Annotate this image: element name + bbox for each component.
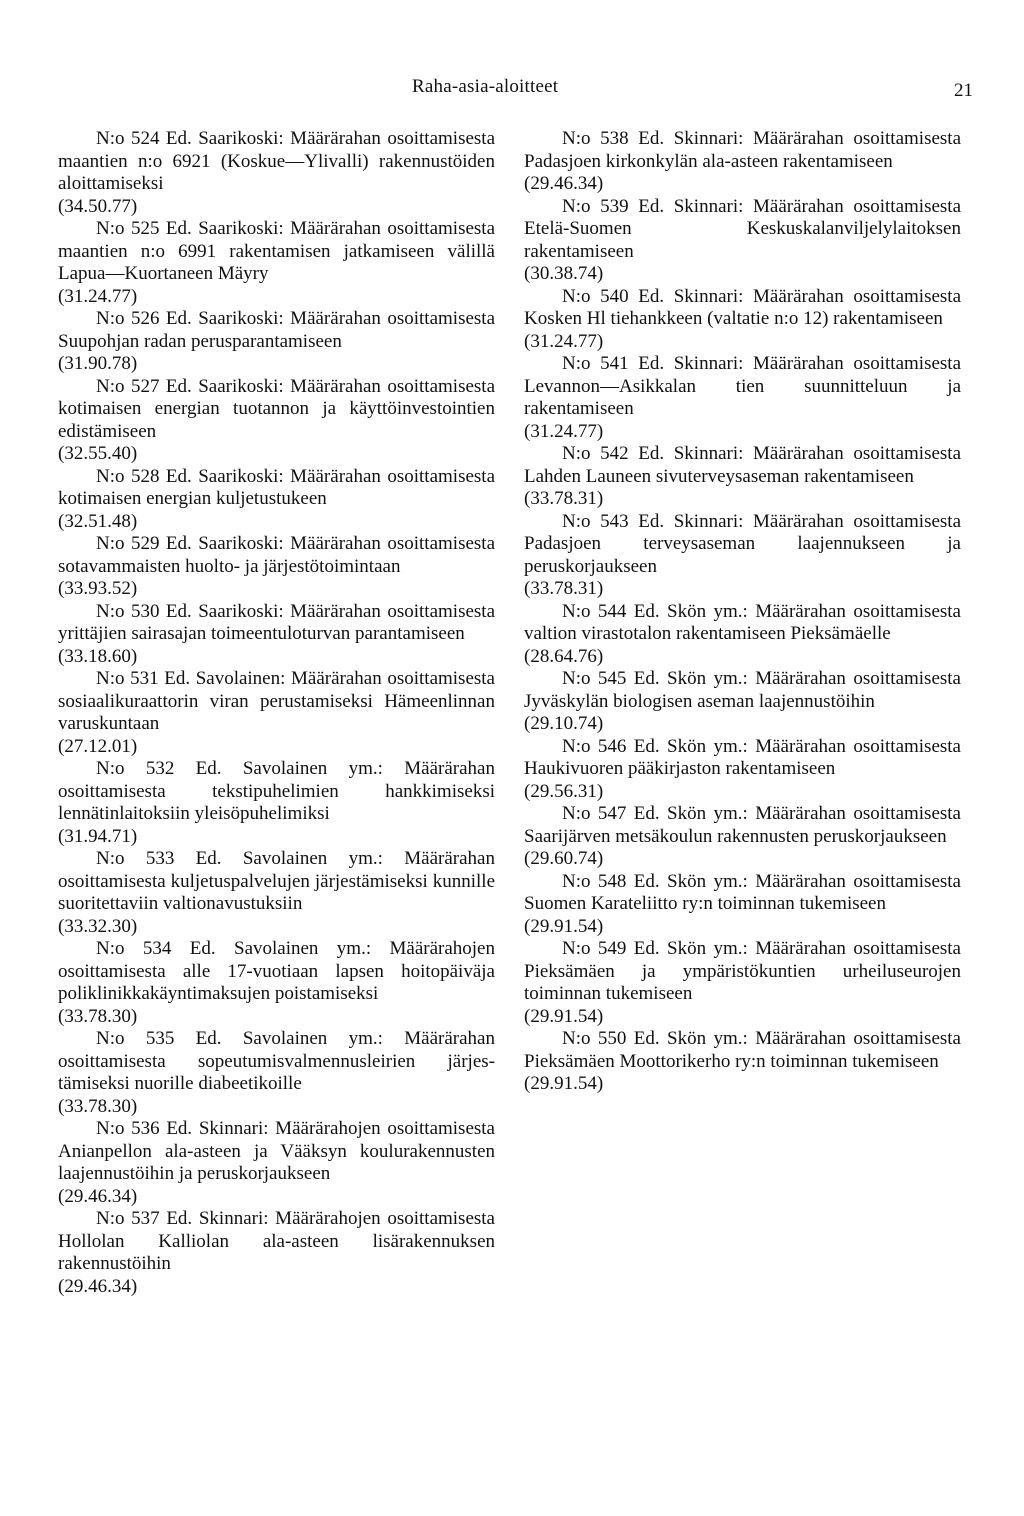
motion-entry <box>58 218 495 308</box>
budget-code: (29.46.34) <box>58 1275 138 1297</box>
motion-entry <box>524 668 961 736</box>
running-head: Raha-asia-aloitteet <box>412 76 559 97</box>
motion-text: N:o 545 Ed. Skön ym.: Määrärahan osoittamisesta Jyväskylän biologisen aseman laajennustöihin <box>524 668 961 712</box>
motion-text: N:o 537 Ed. Skinnari: Määrärahojen osoittamisesta Hollolan Kalliolan ala-asteen lisärakennuksen rakennustöihin <box>58 1208 495 1274</box>
motion-text: N:o 532 Ed. Savolainen ym.: Määrärahan osoittamisesta tekstipuhelimien hankkimiseksi lennätinlaitoksiin yleisöpuhelimiksi <box>58 758 495 824</box>
motion-entry <box>524 1028 961 1096</box>
motion-text: N:o 533 Ed. Savolainen ym.: Määrärahan osoittamisesta kuljetuspalvelujen järjestämiseksi kunnille suoritettaviin valtionavustuksiin <box>58 848 495 914</box>
motion-text: N:o 528 Ed. Saarikoski: Määrärahan osoittamisesta kotimaisen energian kuljetustukeen <box>58 465 495 509</box>
motion-text: N:o 543 Ed. Skinnari: Määrärahan osoittamisesta Padasjoen terveysaseman laajennukseen ja peruskorjaukseen <box>524 510 961 577</box>
motion-text: N:o 536 Ed. Skinnari: Määrärahojen osoittamisesta Anianpellon ala-asteen ja Vääksyn koulurakennusten laajennustöihin ja peruskorjaukseen <box>58 1118 495 1184</box>
motion-entry <box>524 736 961 804</box>
budget-code: (29.60.74) <box>524 848 604 869</box>
motion-entry <box>58 1208 495 1298</box>
budget-code: (33.78.31) <box>524 578 604 599</box>
motion-text: N:o 525 Ed. Saarikoski: Määrärahan osoittamisesta maantien n:o 6991 rakentamisen jatkamiseen välillä Lapua—Kuortaneen Mäyry <box>58 218 495 284</box>
budget-code: (31.24.77) <box>524 420 604 442</box>
budget-code: (33.18.60) <box>58 645 138 667</box>
budget-code: (29.91.54) <box>524 915 604 937</box>
motion-text: N:o 526 Ed. Saarikoski: Määrärahan osoittamisesta Suupohjan radan perusparantamiseen <box>58 308 495 352</box>
budget-code: (31.24.77) <box>58 285 138 307</box>
motion-text: N:o 524 Ed. Saarikoski: Määrärahan osoittamisesta maantien n:o 6921 (Koskue—Ylivalli) rakennustöiden aloittamiseksi <box>58 128 495 194</box>
left-column <box>58 128 495 1298</box>
motion-text: N:o 547 Ed. Skön ym.: Määrärahan osoittamisesta Saarijärven metsäkoulun rakennusten peruskorjaukseen <box>524 803 961 847</box>
motion-text: N:o 530 Ed. Saarikoski: Määrärahan osoittamisesta yrittäjien sairasajan toimeentuloturvan parantamiseen <box>58 600 495 644</box>
motion-entry <box>58 308 495 376</box>
motion-entry <box>58 601 495 669</box>
budget-code: (33.78.30) <box>58 1005 138 1027</box>
budget-code: (29.56.31) <box>524 780 604 802</box>
budget-code: (34.50.77) <box>58 195 138 217</box>
motion-entry <box>58 533 495 601</box>
motion-entry <box>58 1118 495 1208</box>
motion-entry <box>58 128 495 218</box>
motion-text: N:o 527 Ed. Saarikoski: Määrärahan osoittamisesta kotimaisen energian tuotannon ja käyttöinvestointien edistämiseen <box>58 375 495 442</box>
motion-entry <box>524 196 961 286</box>
motion-entry <box>524 128 961 196</box>
motion-text: N:o 542 Ed. Skinnari: Määrärahan osoittamisesta Lahden Launeen sivuterveysaseman rakentamiseen <box>524 443 961 487</box>
motion-text: N:o 534 Ed. Savolainen ym.: Määrärahojen osoittamisesta alle 17-vuotiaan lapsen hoitopäiväja poliklinikkakäyntimaksujen poistamiseksi <box>58 938 495 1004</box>
motion-entry <box>58 938 495 1028</box>
motion-entry <box>524 443 961 511</box>
motion-text: N:o 539 Ed. Skinnari: Määrärahan osoittamisesta Etelä-Suomen Keskuskalanviljelylaitoksen rakentamiseen <box>524 195 961 262</box>
motion-entry <box>524 353 961 443</box>
motion-text: N:o 544 Ed. Skön ym.: Määrärahan osoittamisesta valtion virastotalon rakentamiseen Pieksämäelle <box>524 600 961 644</box>
budget-code: (33.78.31) <box>524 488 604 509</box>
motion-text: N:o 541 Ed. Skinnari: Määrärahan osoittamisesta Levannon—Asikkalan tien suunnitteluun ja rakentamiseen <box>524 353 961 419</box>
motion-text: N:o 540 Ed. Skinnari: Määrärahan osoittamisesta Kosken Hl tiehankkeen (valtatie n:o 12) rakentamiseen <box>524 285 961 329</box>
motion-entry <box>58 848 495 938</box>
budget-code: (33.32.30) <box>58 915 138 937</box>
right-column <box>524 128 961 1096</box>
motion-entry <box>524 871 961 939</box>
motion-entry <box>58 668 495 758</box>
motion-entry <box>524 286 961 354</box>
budget-code: (31.90.78) <box>58 353 138 374</box>
motion-text: N:o 529 Ed. Saarikoski: Määrärahan osoittamisesta sotavammaisten huolto- ja järjestötoimintaan <box>58 533 495 577</box>
budget-code: (31.94.71) <box>58 825 138 847</box>
budget-code: (31.24.77) <box>524 330 604 352</box>
budget-code: (29.46.34) <box>58 1185 138 1207</box>
motion-text: N:o 531 Ed. Savolainen: Määrärahan osoittamisesta sosiaalikuraattorin viran perustamiseksi Hämeenlinnan varuskuntaan <box>58 668 495 734</box>
motion-entry <box>524 601 961 669</box>
motion-text: N:o 550 Ed. Skön ym.: Määrärahan osoittamisesta Pieksämäen Moottorikerho ry:n toiminnan tukemiseen <box>524 1028 961 1072</box>
motion-entry <box>58 466 495 534</box>
motion-text: N:o 535 Ed. Savolainen ym.: Määrärahan osoittamisesta sopeutumisvalmennusleirien järjestämiseksi nuorille diabeetikoille <box>58 1028 495 1094</box>
budget-code: (33.93.52) <box>58 578 138 599</box>
budget-code: (29.91.54) <box>524 1073 604 1094</box>
motion-entry <box>58 376 495 466</box>
motion-text: N:o 546 Ed. Skön ym.: Määrärahan osoittamisesta Haukivuoren pääkirjaston rakentamiseen <box>524 735 961 779</box>
page-number: 21 <box>954 80 973 101</box>
motion-entry <box>58 758 495 848</box>
motion-text: N:o 538 Ed. Skinnari: Määrärahan osoittamisesta Padasjoen kirkonkylän ala-asteen rakentamiseen <box>524 128 961 172</box>
budget-code: (32.51.48) <box>58 510 138 532</box>
budget-code: (32.55.40) <box>58 443 138 464</box>
budget-code: (27.12.01) <box>58 735 138 757</box>
motion-text: N:o 548 Ed. Skön ym.: Määrärahan osoittamisesta Suomen Karateliitto ry:n toiminnan tukemiseen <box>524 870 961 914</box>
budget-code: (29.10.74) <box>524 713 604 734</box>
motion-entry <box>524 803 961 871</box>
motion-text: N:o 549 Ed. Skön ym.: Määrärahan osoittamisesta Pieksämäen ja ympäristökuntien urheiluseurojen toiminnan tukemiseen <box>524 938 961 1004</box>
budget-code: (30.38.74) <box>524 263 604 284</box>
budget-code: (33.78.30) <box>58 1095 138 1117</box>
motion-entry <box>524 938 961 1028</box>
budget-code: (29.46.34) <box>524 173 604 194</box>
motion-entry <box>58 1028 495 1118</box>
budget-code: (28.64.76) <box>524 645 604 667</box>
motion-entry <box>524 511 961 601</box>
budget-code: (29.91.54) <box>524 1005 604 1027</box>
